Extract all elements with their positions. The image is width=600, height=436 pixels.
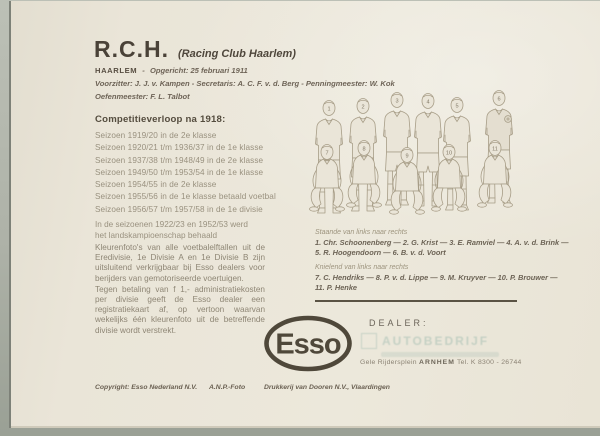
- championship-note: In de seizoenen 1922/23 en 1952/53 werd het landskampioenschap behaald: [95, 220, 248, 240]
- season-line: Seizoen 1956/57 t/m 1957/58 in de 1e divisie: [95, 204, 263, 214]
- season-line: Seizoen 1920/21 t/m 1936/37 in de 1e klasse: [95, 143, 264, 153]
- kneeling-players-line2: 11. P. Henke: [315, 283, 358, 292]
- svg-text:8: 8: [362, 146, 366, 153]
- info-paragraph-2: Tegen betaling van f 1,- administratiekosten per divisie geeft de Esso dealer een registratiekaart af, op vertoon waarvan wekelijks één kleurenfoto uit de betreffende divisie wordt verstrekt.: [95, 284, 265, 335]
- separator: -: [142, 66, 145, 75]
- founded-text: Opgericht: 25 februari 1911: [149, 66, 248, 75]
- club-subtitle: (Racing Club Haarlem): [178, 48, 296, 60]
- stamp-faint-text: AUTOBEDRIJF: [382, 333, 490, 348]
- standing-caption: Staande van links naar rechts: [315, 229, 408, 236]
- kneeling-caption: Knielend van links naar rechts: [315, 264, 409, 271]
- stamp-address-city: ARNHEM: [419, 359, 455, 366]
- info-section: [95, 243, 265, 337]
- footer-printer: Drukkerij van Dooren N.V., Vlaardingen: [264, 384, 390, 391]
- stamp-logo-icon: [361, 333, 377, 349]
- standing-players-line2: 5. R. Hoogendoorn — 6. B. v. d. Voort: [315, 248, 446, 257]
- dealer-label: DEALER:: [369, 318, 429, 328]
- founded-line: [95, 66, 248, 75]
- svg-text:9: 9: [405, 153, 409, 160]
- stamp-faint-line: [381, 352, 499, 357]
- city-label: HAARLEM: [95, 66, 138, 75]
- season-line: Seizoen 1919/20 in de 2e klasse: [95, 131, 217, 140]
- stamp-address-street: Gele Rijdersplein: [360, 359, 420, 366]
- competition-heading: Competitieverloop na 1918:: [95, 114, 226, 125]
- footer-copyright: Copyright: Esso Nederland N.V.: [95, 384, 198, 391]
- svg-text:1: 1: [327, 106, 331, 113]
- header: [94, 36, 296, 63]
- dealer-stamp: [361, 332, 499, 357]
- svg-text:4: 4: [426, 99, 430, 106]
- svg-text:3: 3: [395, 98, 399, 105]
- stamp-address-phone: Tel. K 8300 - 26744: [454, 359, 522, 366]
- stamp-address: [360, 359, 522, 366]
- officials-line: Voorzitter: J. J. v. Kampen - Secretaris: A. C. F. v. d. Berg - Penningmeester: W. Kok: [95, 79, 395, 88]
- kneeling-players-line1: 7. C. Hendriks — 8. P. v. d. Lippe — 9. M. Kruyver — 10. P. Brouwer —: [315, 273, 558, 282]
- season-line: Seizoen 1949/50 t/m 1953/54 in de 1e klasse: [95, 167, 264, 177]
- svg-text:6: 6: [497, 96, 501, 103]
- team-photo-line-drawing: [300, 81, 540, 233]
- season-list: [95, 130, 276, 216]
- svg-text:10: 10: [445, 150, 453, 157]
- player-list: [315, 229, 569, 293]
- svg-text:7: 7: [325, 150, 329, 157]
- esso-logo-icon: [262, 315, 354, 375]
- svg-text:2: 2: [361, 104, 365, 111]
- season-line: Seizoen 1937/38 t/m 1948/49 in de 2e klasse: [95, 155, 264, 165]
- card-page: [9, 1, 600, 428]
- club-title: R.C.H.: [94, 36, 169, 62]
- competition-section: [95, 114, 276, 241]
- esso-logo-text: Esso: [275, 328, 341, 361]
- trainer-line: Oefenmeester: F. L. Talbot: [95, 92, 190, 101]
- svg-text:5: 5: [455, 103, 459, 110]
- season-line: Seizoen 1955/56 in de 1e klasse betaald voetbal: [95, 192, 276, 202]
- divider-rule: [315, 300, 517, 302]
- footer-photo-credit: A.N.P.-Foto: [209, 384, 246, 391]
- info-paragraph-1: Kleurenfoto's van alle voetbalelftallen uit de Eredivisie, 1e Divisie A en 1e Divisie B zijn uitsluitend verkrijgbaar bij Esso dealers voor berijders van gemotoriseerde voertuigen.: [95, 243, 265, 283]
- standing-players-line1: 1. Chr. Schoonenberg — 2. G. Krist — 3. E. Ramviel — 4. A. v. d. Brink —: [315, 238, 569, 247]
- season-line: Seizoen 1954/55 in de 2e klasse: [95, 180, 217, 190]
- svg-text:11: 11: [492, 146, 498, 153]
